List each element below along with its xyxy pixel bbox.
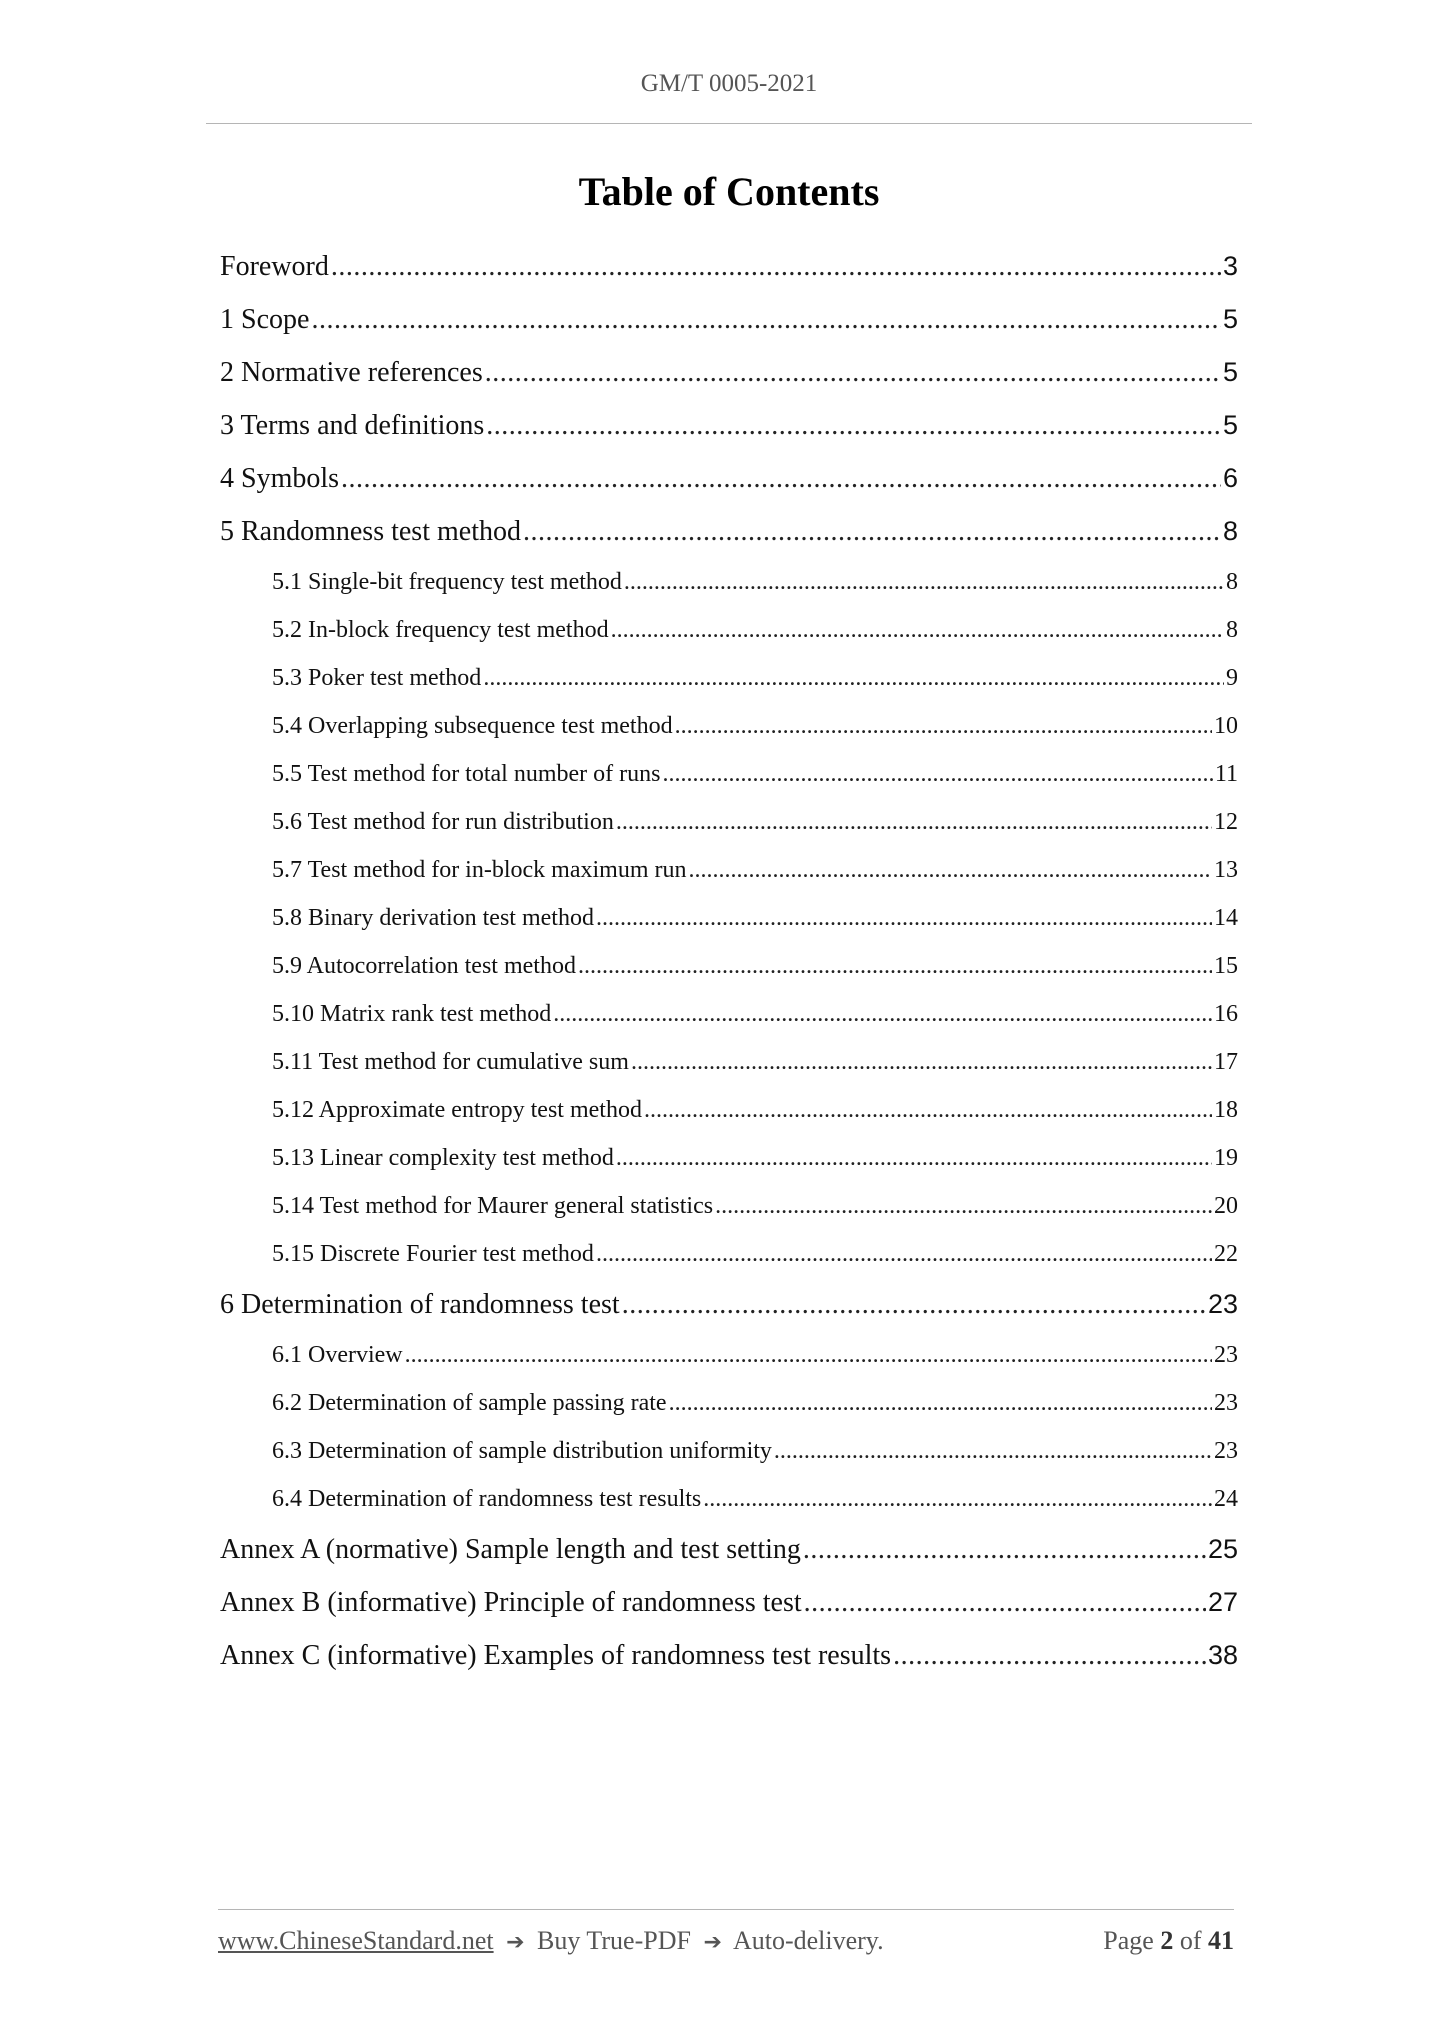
toc-dot-leader [624, 558, 1224, 606]
toc-entry-label: Annex A (normative) Sample length and test setting [220, 1534, 801, 1565]
toc-entry-label: 5.15 Discrete Fourier test method [272, 1241, 594, 1267]
toc-dot-leader [622, 1278, 1206, 1331]
toc-entry-label: 3 Terms and definitions [220, 410, 485, 441]
toc-dot-leader [486, 399, 1221, 452]
toc-dot-leader [331, 240, 1221, 293]
toc-entry-label: 6.1 Overview [272, 1342, 403, 1368]
buy-true-pdf-text: Buy True-PDF [537, 1926, 691, 1955]
toc-entry-page: 23 [1214, 1438, 1238, 1464]
toc-dot-leader [578, 942, 1212, 990]
toc-dot-leader [311, 293, 1221, 346]
toc-entry[interactable] [220, 399, 1238, 452]
toc-entry[interactable] [220, 1523, 1238, 1576]
page-word: Page [1103, 1926, 1154, 1955]
website-link[interactable]: www.ChineseStandard.net [218, 1926, 494, 1955]
toc-dot-leader [688, 846, 1212, 894]
toc-dot-leader [675, 702, 1212, 750]
toc-entry[interactable] [220, 990, 1238, 1038]
toc-entry[interactable] [220, 558, 1238, 606]
toc-entry-page: 10 [1214, 713, 1238, 739]
toc-entry-page: 5 [1222, 357, 1238, 387]
header-divider [206, 123, 1252, 124]
toc-entry-page: 8 [1226, 569, 1238, 595]
toc-entry[interactable] [220, 452, 1238, 505]
toc-entry-label: 6.4 Determination of randomness test results [272, 1486, 702, 1512]
toc-entry[interactable] [220, 293, 1238, 346]
page-footer [218, 1926, 1234, 1956]
toc-dot-leader [611, 606, 1224, 654]
page-current: 2 [1160, 1926, 1174, 1955]
toc-dot-leader [893, 1629, 1206, 1682]
toc-entry-label: 5.11 Test method for cumulative sum [272, 1049, 629, 1075]
toc-entry[interactable] [220, 1182, 1238, 1230]
toc-entry[interactable] [220, 1427, 1238, 1475]
toc-dot-leader [715, 1182, 1212, 1230]
toc-dot-leader [405, 1331, 1212, 1379]
toc-entry[interactable] [220, 346, 1238, 399]
toc-entry-page: 15 [1214, 953, 1238, 979]
toc-entry-page: 27 [1207, 1587, 1238, 1617]
toc-dot-leader [616, 1134, 1212, 1182]
toc-entry-label: 6.3 Determination of sample distribution uniformity [272, 1438, 772, 1464]
page-number [1103, 1926, 1234, 1956]
toc-entry-page: 6 [1222, 463, 1238, 493]
toc-dot-leader [669, 1379, 1212, 1427]
toc-entry[interactable] [220, 1230, 1238, 1278]
toc-entry-label: 5.8 Binary derivation test method [272, 905, 594, 931]
auto-delivery-text: Auto-delivery. [732, 1926, 884, 1955]
toc-entry[interactable] [220, 942, 1238, 990]
toc-dot-leader [803, 1523, 1206, 1576]
toc-dot-leader [616, 798, 1212, 846]
toc-entry-label: Annex B (informative) Principle of randomness test [220, 1587, 802, 1618]
toc-entry[interactable] [220, 1134, 1238, 1182]
toc-dot-leader [483, 654, 1224, 702]
page-title: Table of Contents [578, 169, 880, 214]
toc-dot-leader [341, 452, 1221, 505]
arrow-right-icon: ➔ [506, 1930, 525, 1955]
toc-entry-label: 5.10 Matrix rank test method [272, 1001, 552, 1027]
toc-dot-leader [631, 1038, 1212, 1086]
toc-entry[interactable] [220, 846, 1238, 894]
toc-dot-leader [703, 1475, 1212, 1523]
toc-entry-page: 18 [1214, 1097, 1238, 1123]
toc-entry-page: 9 [1226, 665, 1238, 691]
toc-entry-label: 5.3 Poker test method [272, 665, 482, 691]
toc-entry-page: 14 [1214, 905, 1238, 931]
toc-entry-page: 5 [1222, 304, 1238, 334]
toc-entry-label: 6 Determination of randomness test [220, 1289, 620, 1320]
toc-entry[interactable] [220, 894, 1238, 942]
toc-entry-page: 23 [1214, 1342, 1238, 1368]
toc-entry[interactable] [220, 505, 1238, 558]
toc-entry-label: 5.7 Test method for in-block maximum run [272, 857, 687, 883]
toc-entry-page: 11 [1214, 761, 1238, 787]
toc-entry-page: 23 [1207, 1289, 1238, 1319]
document-code-header: GM/T 0005-2021 [640, 70, 818, 97]
toc-entry[interactable] [220, 1475, 1238, 1523]
toc-entry-page: 20 [1214, 1193, 1238, 1219]
toc-entry-label: 5.12 Approximate entropy test method [272, 1097, 642, 1123]
toc-dot-leader [804, 1576, 1206, 1629]
toc-entry-label: 5 Randomness test method [220, 516, 521, 547]
toc-entry-page: 12 [1214, 809, 1238, 835]
toc-entry-page: 17 [1214, 1049, 1238, 1075]
toc-dot-leader [485, 346, 1221, 399]
toc-entry-page: 13 [1214, 857, 1238, 883]
toc-entry-label: 5.5 Test method for total number of runs [272, 761, 661, 787]
toc-entry-page: 25 [1207, 1534, 1238, 1564]
toc-entry-label: 5.14 Test method for Maurer general statistics [272, 1193, 714, 1219]
toc-entry-page: 24 [1214, 1486, 1238, 1512]
toc-entry[interactable] [220, 1379, 1238, 1427]
toc-entry-label: 2 Normative references [220, 357, 483, 388]
toc-entry[interactable] [220, 1086, 1238, 1134]
toc-entry-page: 3 [1222, 251, 1238, 281]
toc-entry[interactable] [220, 798, 1238, 846]
toc-entry-label: 1 Scope [220, 304, 310, 335]
toc-entry-page: 38 [1207, 1640, 1238, 1670]
toc-entry-label: 5.2 In-block frequency test method [272, 617, 609, 643]
toc-entry-label: 5.6 Test method for run distribution [272, 809, 614, 835]
toc-entry-label: Annex C (informative) Examples of randomness test results [220, 1640, 892, 1671]
toc-dot-leader [774, 1427, 1212, 1475]
toc-entry[interactable] [220, 1576, 1238, 1629]
toc-entry[interactable] [220, 240, 1238, 293]
toc-entry[interactable] [220, 1629, 1238, 1682]
arrow-right-icon: ➔ [703, 1930, 722, 1955]
toc-entry-label: 5.1 Single-bit frequency test method [272, 569, 622, 595]
toc-entry[interactable] [220, 1038, 1238, 1086]
toc-entry-label: 5.9 Autocorrelation test method [272, 953, 576, 979]
toc-entry-label: 5.13 Linear complexity test method [272, 1145, 614, 1171]
toc-entry-label: 4 Symbols [220, 463, 340, 494]
page-of-word: of [1179, 1926, 1202, 1955]
page-total: 41 [1208, 1926, 1234, 1955]
toc-entry-page: 19 [1214, 1145, 1238, 1171]
toc-entry[interactable] [220, 1331, 1238, 1379]
toc-entry[interactable] [220, 606, 1238, 654]
toc-entry-label: 6.2 Determination of sample passing rate [272, 1390, 667, 1416]
toc-entry-page: 22 [1214, 1241, 1238, 1267]
toc-entry-label: Foreword [220, 251, 329, 282]
toc-entry[interactable] [220, 702, 1238, 750]
toc-dot-leader [523, 505, 1221, 558]
toc-entry-label: 5.4 Overlapping subsequence test method [272, 713, 673, 739]
toc-dot-leader [662, 750, 1212, 798]
toc-dot-leader [644, 1086, 1212, 1134]
footer-promo [218, 1926, 884, 1956]
toc-dot-leader [553, 990, 1212, 1038]
toc-entry-page: 23 [1214, 1390, 1238, 1416]
toc-entry-page: 5 [1222, 410, 1238, 440]
toc-dot-leader [596, 894, 1212, 942]
toc-entry[interactable] [220, 654, 1238, 702]
toc-entry-page: 8 [1226, 617, 1238, 643]
toc-entry[interactable] [220, 750, 1238, 798]
toc-dot-leader [596, 1230, 1212, 1278]
footer-divider [218, 1909, 1234, 1910]
toc-entry[interactable] [220, 1278, 1238, 1331]
table-of-contents [220, 240, 1238, 1682]
toc-entry-page: 8 [1222, 516, 1238, 546]
toc-entry-page: 16 [1214, 1001, 1238, 1027]
